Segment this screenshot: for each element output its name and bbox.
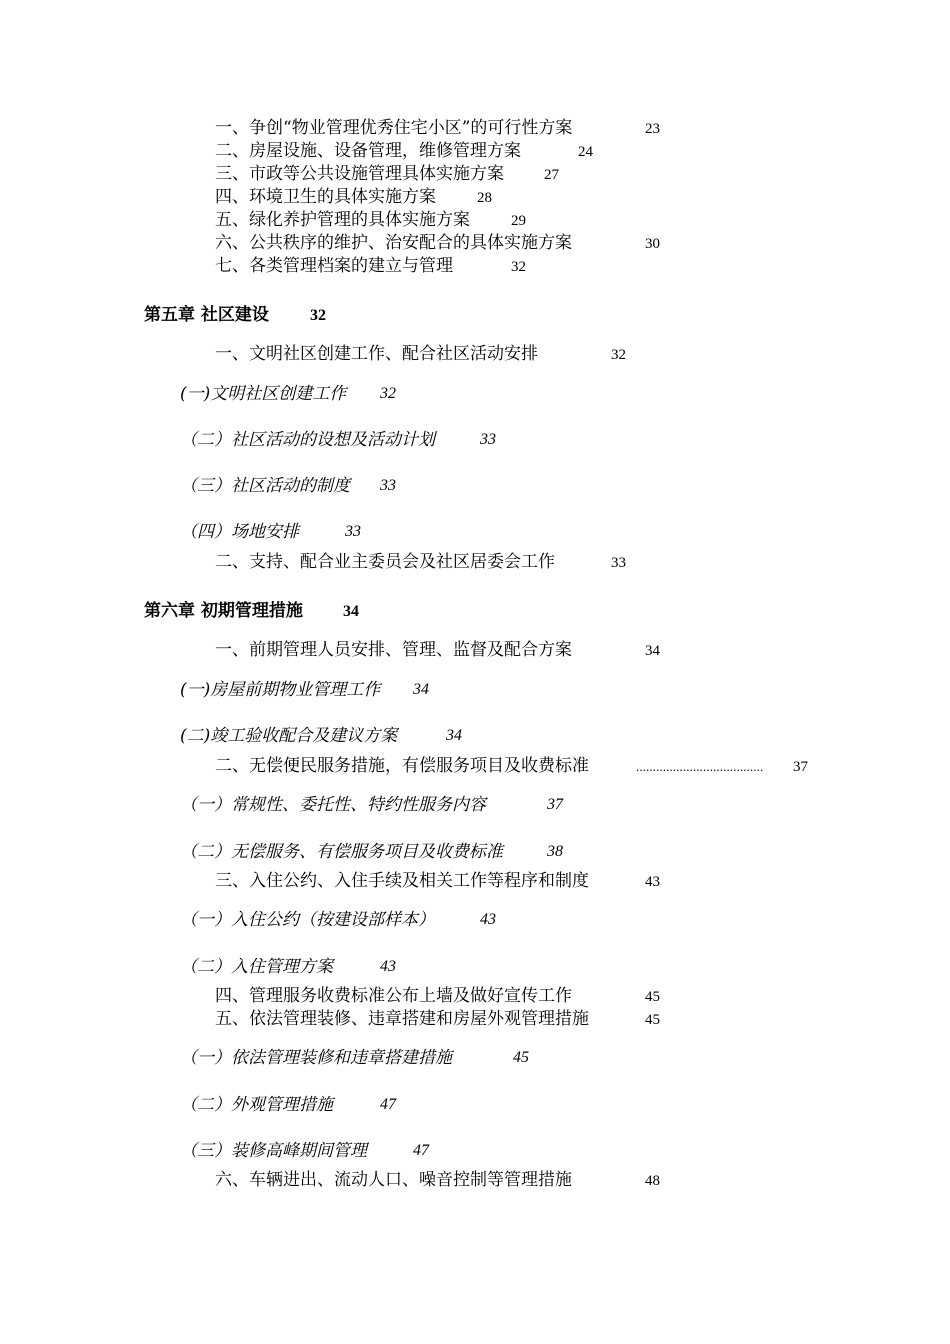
toc-subentry[interactable]: [180, 956, 396, 978]
toc-page-number: 34: [413, 681, 429, 698]
toc-page-number: 27: [544, 167, 559, 183]
toc-subentry[interactable]: [180, 383, 396, 405]
toc-page-number: 33: [480, 431, 496, 448]
toc-entry-title: 三、入住公约、入住手续及相关工作等程序和制度: [215, 871, 589, 891]
toc-page-number: 32: [611, 347, 626, 363]
toc-page-number: 47: [413, 1142, 429, 1159]
toc-subentry[interactable]: [180, 725, 462, 747]
toc-subentry[interactable]: [180, 841, 563, 863]
toc-subentry[interactable]: [180, 521, 361, 543]
toc-page-number: 45: [513, 1049, 529, 1066]
toc-entry-title: 二、房屋设施、设备管理，维修管理方案: [215, 141, 521, 161]
toc-page-number: 43: [480, 911, 496, 928]
toc-subentry-title: （一）依法管理装修和违章搭建措施: [180, 1048, 452, 1068]
toc-page-number: 32: [380, 385, 396, 402]
toc-entry-title: 一、争创“物业管理优秀住宅小区”的可行性方案: [215, 118, 573, 138]
toc-page-number: 33: [345, 523, 361, 540]
toc-entry[interactable]: [215, 232, 660, 254]
toc-entry-title: 四、环境卫生的具体实施方案: [215, 187, 436, 207]
toc-entry-title: 二、支持、配合业主委员会及社区居委会工作: [215, 552, 555, 572]
toc-entry[interactable]: [215, 1169, 660, 1191]
toc-subentry-title: (一)房屋前期物业管理工作: [180, 680, 381, 700]
toc-subentry-title: （二）入住管理方案: [180, 957, 333, 977]
toc-subentry[interactable]: [180, 1140, 429, 1162]
toc-page-number: 30: [645, 236, 660, 252]
toc-page-number: 33: [380, 477, 396, 494]
toc-entry[interactable]: [215, 140, 593, 162]
toc-page-number: 23: [645, 121, 660, 137]
toc-page-number: 45: [645, 1012, 660, 1028]
toc-entry-title: 五、依法管理装修、违章搭建和房屋外观管理措施: [215, 1009, 589, 1029]
toc-entry-title: 六、公共秩序的维护、治安配合的具体实施方案: [215, 233, 572, 253]
toc-page-number: 32: [511, 259, 526, 275]
toc-entry-title: 三、市政等公共设施管理具体实施方案: [215, 164, 504, 184]
toc-entry[interactable]: [215, 639, 660, 661]
toc-entry-title: 一、文明社区创建工作、配合社区活动安排: [215, 344, 538, 364]
toc-entry-title: 七、各类管理档案的建立与管理: [215, 256, 453, 276]
toc-entry[interactable]: [215, 1008, 660, 1030]
toc-entry[interactable]: [215, 186, 492, 208]
toc-subentry-title: （一）常规性、委托性、特约性服务内容: [180, 795, 486, 815]
toc-page-number: 43: [380, 958, 396, 975]
toc-entry-title: 五、绿化养护管理的具体实施方案: [215, 210, 470, 230]
toc-subentry[interactable]: [180, 679, 429, 701]
toc-subentry-title: （三）社区活动的制度: [180, 476, 350, 496]
toc-page-number: 28: [477, 190, 492, 206]
toc-page-number: 37: [547, 796, 563, 813]
toc-chapter-title: 第五章 社区建设: [144, 305, 269, 325]
toc-subentry[interactable]: [180, 909, 496, 931]
toc-entry[interactable]: [215, 117, 660, 139]
toc-subentry[interactable]: [180, 429, 496, 451]
toc-page-number: 24: [578, 144, 593, 160]
toc-subentry[interactable]: [180, 1047, 529, 1069]
toc-subentry-title: (一)文明社区创建工作: [180, 384, 347, 404]
toc-entry[interactable]: [215, 163, 559, 185]
toc-entry-title: 二、无偿便民服务措施，有偿服务项目及收费标准: [215, 756, 589, 776]
toc-page-number: 48: [645, 1173, 660, 1189]
toc-chapter-title: 第六章 初期管理措施: [144, 601, 303, 621]
toc-subentry-title: （三）装修高峰期间管理: [180, 1141, 367, 1161]
toc-subentry[interactable]: [180, 475, 396, 497]
toc-page-number: 29: [511, 213, 526, 229]
toc-subentry-title: (二)竣工验收配合及建议方案: [180, 726, 398, 746]
toc-entry-title: 六、车辆进出、流动人口、噪音控制等管理措施: [215, 1170, 572, 1190]
toc-entry-title: 一、前期管理人员安排、管理、监督及配合方案: [215, 640, 572, 660]
toc-page-number: 33: [611, 555, 626, 571]
toc-page-number: 37: [793, 759, 808, 775]
toc-page-number: 34: [446, 727, 462, 744]
toc-subentry-title: （一）入住公约（按建设部样本）: [180, 910, 435, 930]
toc-subentry-title: （二）外观管理措施: [180, 1095, 333, 1115]
toc-entry-title: 四、管理服务收费标准公布上墙及做好宣传工作: [215, 986, 572, 1006]
toc-subentry-title: （二）社区活动的设想及活动计划: [180, 430, 435, 450]
toc-entry[interactable]: [215, 255, 526, 277]
toc-page-number: 43: [645, 874, 660, 890]
toc-page-number: 45: [645, 989, 660, 1005]
toc-subentry-title: （四）场地安排: [180, 522, 299, 542]
toc-subentry[interactable]: [180, 794, 563, 816]
toc-entry[interactable]: [215, 755, 808, 777]
toc-leader-dots: ......................................: [636, 759, 764, 774]
toc-entry[interactable]: [215, 551, 626, 573]
toc-entry[interactable]: [215, 870, 660, 892]
toc-subentry-title: （二）无偿服务、有偿服务项目及收费标准: [180, 842, 503, 862]
toc-page-number: 34: [645, 643, 660, 659]
toc-entry[interactable]: [215, 343, 626, 365]
toc-page-number: 38: [547, 843, 563, 860]
toc-entry[interactable]: [215, 209, 526, 231]
toc-entry[interactable]: [215, 985, 660, 1007]
toc-chapter-heading[interactable]: [144, 304, 326, 326]
toc-page-number: 34: [343, 603, 359, 620]
toc-page-number: 47: [380, 1096, 396, 1113]
toc-chapter-heading[interactable]: [144, 600, 359, 622]
toc-subentry[interactable]: [180, 1094, 396, 1116]
toc-page-number: 32: [310, 307, 326, 324]
